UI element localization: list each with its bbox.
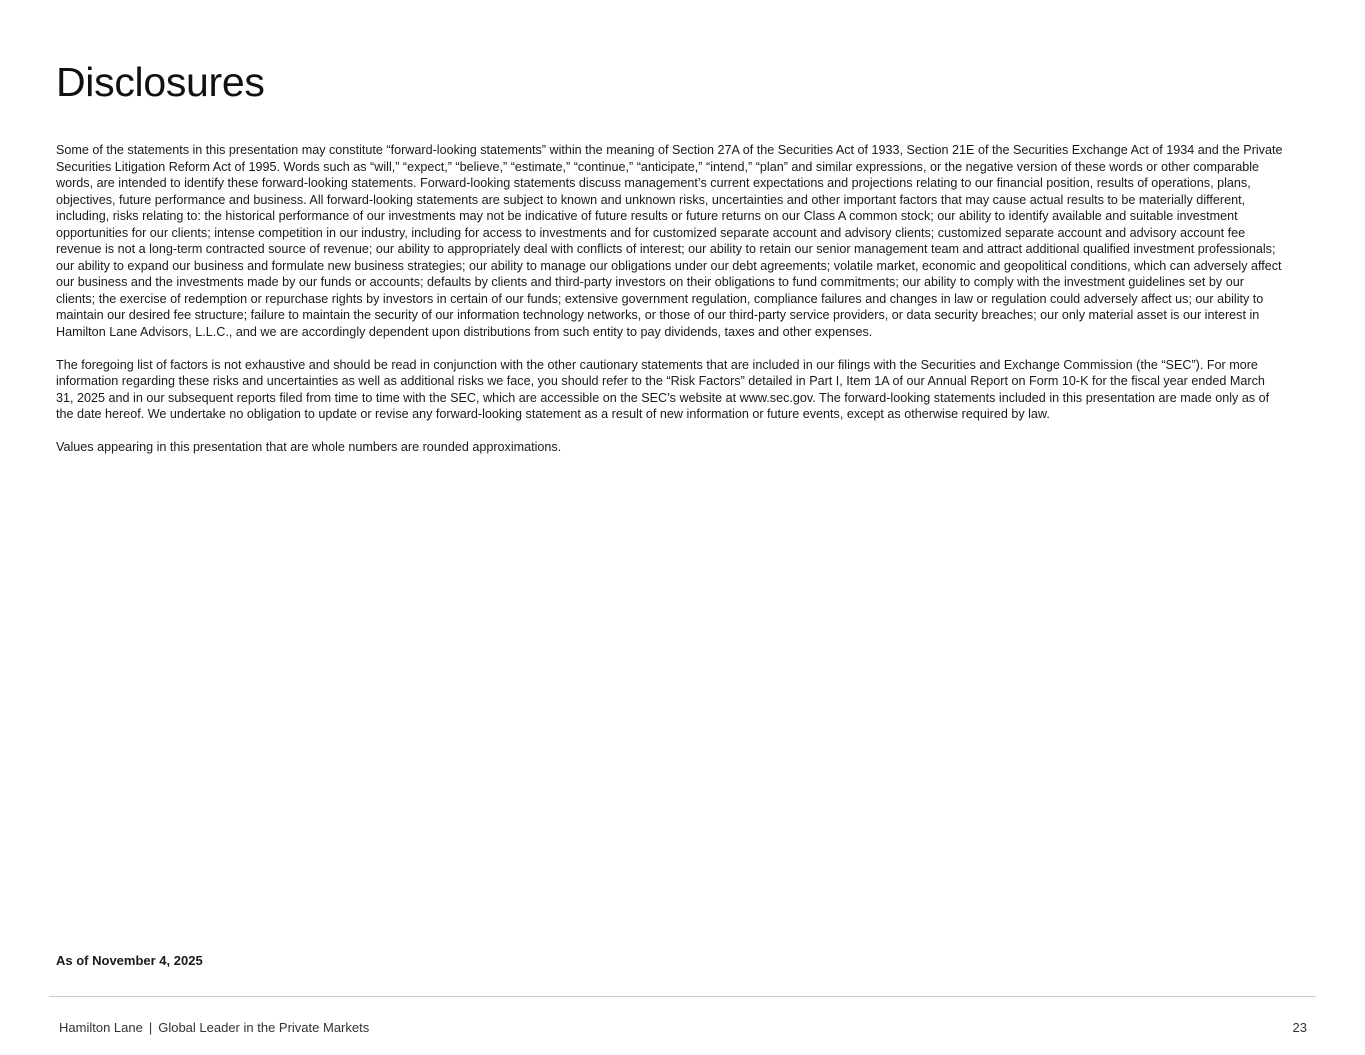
footer-tagline: Global Leader in the Private Markets (158, 1020, 370, 1035)
page-title: Disclosures (56, 59, 265, 105)
disclosure-body (56, 142, 1284, 472)
footer-branding (59, 1019, 369, 1037)
rounding-note-paragraph: Values appearing in this presentation that are whole numbers are rounded approximations. (56, 440, 562, 454)
footer-company: Hamilton Lane (59, 1020, 143, 1035)
risk-factors-paragraph: The foregoing list of factors is not exhaustive and should be read in conjunction with the other cautionary statements that are included in our filings with the Securities and Exchange Commission (the “SEC”). For more information regarding these risks and uncertainties as well as additional risks we face, you should refer to the “Risk Factors” detailed in Part I, Item 1A of our Annual Report on Form 10-K for the fiscal year ended March 31, 2025 and in our subsequent reports filed from time to time with the SEC, which are accessible on the SEC’s website at www.sec.gov. The forward-looking statements included in this presentation are made only as of the date hereof. We undertake no obligation to update or revise any forward-looking statement as a result of new information or future events, except as otherwise required by law. (56, 357, 1270, 421)
as-of-date: As of November 4, 2025 (56, 953, 203, 968)
footer-separator: | (148, 1020, 153, 1035)
footer-divider (49, 996, 1316, 997)
page-number: 23 (1292, 1020, 1307, 1035)
forward-looking-paragraph: Some of the statements in this presentation may constitute “forward-looking statements” within the meaning of Section 27A of the Securities Act of 1933, Section 21E of the Securities Exchange Act of 1934 and the Private Securities Litigation Reform Act of 1995. Words such as “will,” “expect,” “believe,” “estimate,” “continue,” “anticipate,” “intend,” “plan” and similar expressions, or the negative version of these words or other comparable words, are intended to identify these forward-looking statements. Forward-looking statements discuss management’s current expectations and projections relating to our financial position, results of operations, plans, objectives, future performance and business. All forward-looking statements are subject to known and unknown risks, uncertainties and other important factors that may cause actual results to be materially different, including, risks relating to: the historical performance of our investments may not be indicative of future results or future returns on our Class A common stock; our ability to identify available and suitable investment opportunities for our clients; intense competition in our industry, including for access to investments and for customized separate account and advisory clients; customized separate account and advisory account fee revenue is not a long-term contracted source of revenue; our ability to appropriately deal with conflicts of interest; our ability to retain our senior management team and attract additional qualified investment professionals; our ability to expand our business and formulate new business strategies; our ability to manage our obligations under our debt agreements; volatile market, economic and geopolitical conditions, which can adversely affect our business and the investments made by our funds or accounts; defaults by clients and third-party investors on their obligations to fund commitments; our ability to comply with the investment guidelines set by our clients; the exercise of redemption or repurchase rights by investors in certain of our funds; extensive government regulation, compliance failures and changes in law or regulation could adversely affect us; our ability to maintain our desired fee structure; failure to maintain the security of our information technology networks, or those of our third-party service providers, or data security breaches; our only material asset is our interest in Hamilton Lane Advisors, L.L.C., and we are accordingly dependent upon distributions from such entity to pay dividends, taxes and other expenses. (56, 143, 1283, 339)
